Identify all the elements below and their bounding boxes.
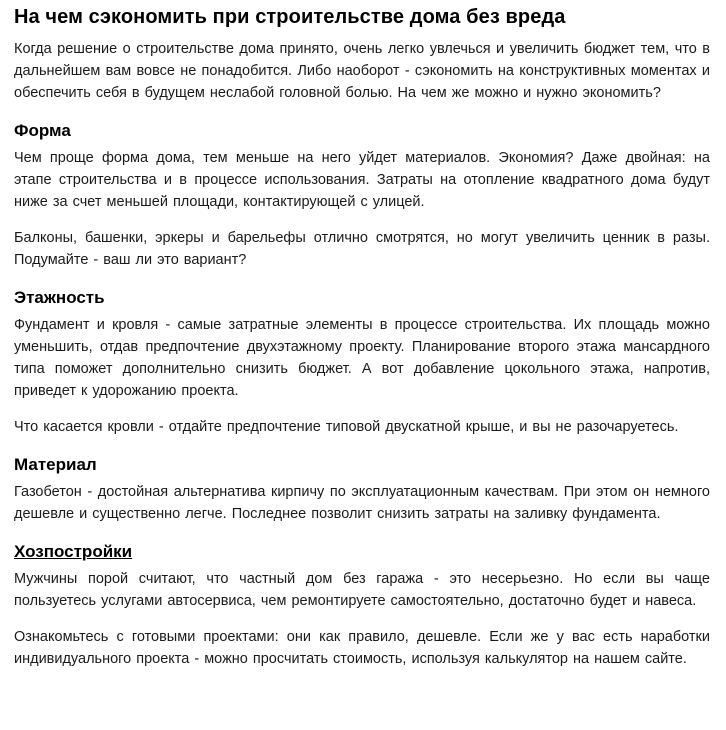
section-forma [14,121,710,271]
paragraph: Ознакомьтесь с готовыми проектами: они как правило, дешевле. Если же у вас есть наработки индивидуального проекта - можно просчитать стоимость, используя калькулятор на нашем сайте. [14,629,710,667]
page-title: На чем сэкономить при строительстве дома без вреда [14,6,566,28]
paragraph: Мужчины порой считают, что частный дом без гаража - это несерьезно. Но если вы чаще пользуетесь услугами автосервиса, чем ремонтируете самостоятельно, достаточно будет и навеса. [14,571,710,609]
paragraph: Чем проще форма дома, тем меньше на него уйдет материалов. Экономия? Даже двойная: на этапе строительства и в процессе использования. Затраты на отопление квадратного дома будут ниже за счет меньшей площади, контактирующей с улицей. [14,150,710,210]
paragraph: Балконы, башенки, эркеры и барельефы отлично смотрятся, но могут увеличить ценник в разы. Подумайте - ваш ли это вариант? [14,230,710,268]
section-etazhnost [14,288,710,438]
section-hozpostroyki [14,542,710,670]
paragraph: Что касается кровли - отдайте предпочтение типовой двускатной крыше, и вы не разочаруетесь. [14,419,679,435]
paragraph: Фундамент и кровля - самые затратные элементы в процессе строительства. Их площадь можно уменьшить, отдав предпочтение двухэтажному проекту. Планирование второго этажа мансардного типа поможет дополнительно снизить бюджет. А вот добавление цокольного этажа, напротив, приведет к удорожанию проекта. [14,317,710,399]
paragraph: Газобетон - достойная альтернатива кирпичу по эксплуатационным качествам. При этом он немного дешевле и существенно легче. Последнее позволит снизить затраты на заливку фундамента. [14,484,710,522]
section-heading-etazhnost: Этажность [14,288,105,307]
intro-paragraph: Когда решение о строительстве дома принято, очень легко увлечься и увеличить бюджет тем, что в дальнейшем вам вовсе не понадобится. Либо наоборот - сэкономить на конструктивных моментах и обеспечить себя в будущем неслабой головной болью. На чем же можно и нужно экономить? [14,41,710,101]
section-heading-material: Материал [14,455,97,474]
section-heading-forma: Форма [14,121,71,140]
section-heading-hozpostroyki: Хозпостройки [14,542,133,561]
section-material [14,455,710,525]
